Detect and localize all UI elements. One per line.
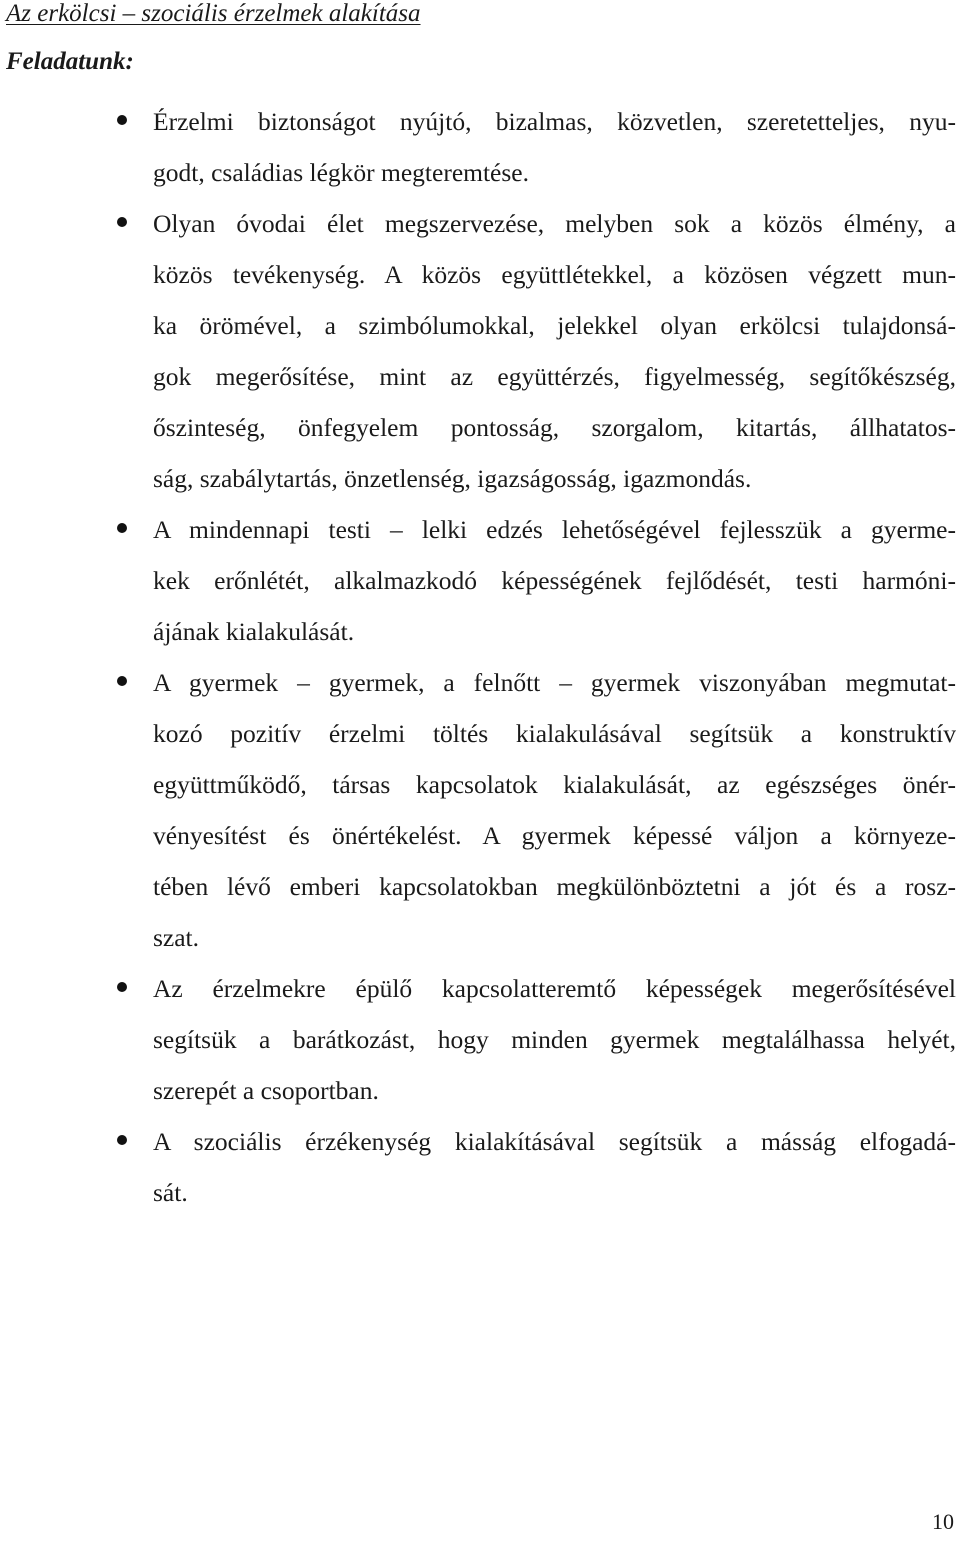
list-item-text xyxy=(153,504,956,657)
list-item xyxy=(0,198,960,504)
section-title: Az erkölcsi – szociális érzelmek alakítása xyxy=(6,0,421,27)
text-line: őszinteség, önfegyelem pontosság, szorgalom, kitartás, állhatatos- xyxy=(153,413,956,442)
list-item xyxy=(0,96,960,198)
list-item-text xyxy=(153,1116,956,1218)
bullet-icon xyxy=(117,523,127,533)
text-line: Érzelmi biztonságot nyújtó, bizalmas, közvetlen, szeretetteljes, nyu- xyxy=(153,107,956,136)
bullet-icon xyxy=(117,1135,127,1145)
text-line: sát. xyxy=(153,1178,188,1207)
text-line: gok megerősítése, mint az együttérzés, figyelmesség, segítőkészség, xyxy=(153,362,956,391)
text-line: Az érzelmekre épülő kapcsolatteremtő képességek megerősítésével xyxy=(153,974,956,1003)
text-line: ka örömével, a szimbólumokkal, jelekkel olyan erkölcsi tulajdonsá- xyxy=(153,311,956,340)
bullet-icon xyxy=(117,217,127,227)
text-line: kek erőnlétét, alkalmazkodó képességének fejlődését, testi harmóni- xyxy=(153,566,956,595)
text-line: A gyermek – gyermek, a felnőtt – gyermek viszonyában megmutat- xyxy=(153,668,956,697)
list-item xyxy=(0,1116,960,1218)
list-item-text xyxy=(153,198,956,504)
text-line: Olyan óvodai élet megszervezése, melyben sok a közös élmény, a xyxy=(153,209,956,238)
text-line: ájának kialakulását. xyxy=(153,617,355,646)
text-line: kozó pozitív érzelmi töltés kialakulásával segítsük a konstruktív xyxy=(153,719,956,748)
task-list xyxy=(0,96,960,1218)
text-line: godt, családias légkör megteremtése. xyxy=(153,158,529,187)
tasks-heading: Feladatunk: xyxy=(6,48,134,75)
page-number: 10 xyxy=(932,1509,954,1534)
bullet-icon xyxy=(117,115,127,125)
text-line: segítsük a barátkozást, hogy minden gyermek megtalálhassa helyét, xyxy=(153,1025,956,1054)
list-item-text xyxy=(153,96,956,198)
text-line: A mindennapi testi – lelki edzés lehetőségével fejlesszük a gyerme- xyxy=(153,515,956,544)
text-line: tében lévő emberi kapcsolatokban megkülönböztetni a jót és a rosz- xyxy=(153,872,956,901)
bullet-icon xyxy=(117,676,127,686)
text-line: szerepét a csoportban. xyxy=(153,1076,379,1105)
text-line: vényesítést és önértékelést. A gyermek képessé váljon a környeze- xyxy=(153,821,956,850)
bullet-icon xyxy=(117,982,127,992)
list-item-text xyxy=(153,657,956,963)
text-line: A szociális érzékenység kialakításával segítsük a másság elfogadá- xyxy=(153,1127,956,1156)
text-line: együttműködő, társas kapcsolatok kialakulását, az egészséges önér- xyxy=(153,770,956,799)
text-line: közös tevékenység. A közös együttlétekkel, a közösen végzett mun- xyxy=(153,260,956,289)
text-line: ság, szabálytartás, önzetlenség, igazságosság, igazmondás. xyxy=(153,464,752,493)
list-item xyxy=(0,504,960,657)
list-item xyxy=(0,963,960,1116)
list-item xyxy=(0,657,960,963)
text-line: szat. xyxy=(153,923,200,952)
list-item-text xyxy=(153,963,956,1116)
